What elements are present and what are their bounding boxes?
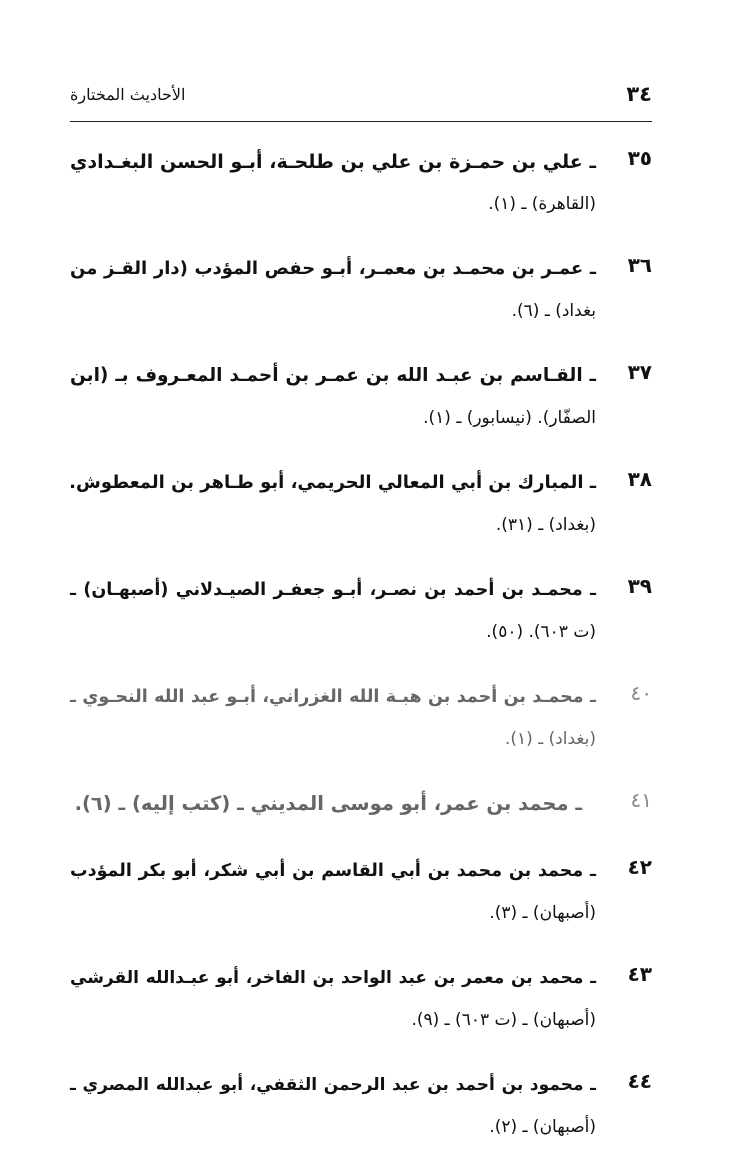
entry-number: ٣٦ xyxy=(627,253,652,277)
entry-detail: (بغداد) ـ (١). xyxy=(504,729,596,749)
list-item xyxy=(70,675,652,759)
entry-detail: (أصبهان) ـ (ت ٦٠٣) ـ (٩). xyxy=(411,1010,596,1030)
page-number: ٣٤ xyxy=(626,82,652,106)
entry-number: ٣٩ xyxy=(627,574,652,598)
page-header xyxy=(70,78,652,110)
entry-text: ـ عمـر بن محمـد بن معمـر، أبـو حفص المؤدب (دار القـز من xyxy=(70,258,596,279)
entry-detail: الصفّار). (نيسابور) ـ (١). xyxy=(423,408,596,428)
list-item xyxy=(70,956,652,1040)
entry-number: ٤٢ xyxy=(627,855,652,879)
entry-text: ـ محمد بن محمد بن أبي القاسم بن أبي شكر، أبو بكر المؤدب xyxy=(70,861,596,881)
header-divider xyxy=(70,121,652,122)
list-item xyxy=(70,140,652,224)
list-item xyxy=(70,782,652,826)
entry-number: ٤١ xyxy=(630,788,652,812)
entry-detail: (بغداد) ـ (٣١). xyxy=(495,515,596,535)
list-item xyxy=(70,568,652,652)
entry-number: ٤٠ xyxy=(630,681,652,705)
entry-detail: (أصبهان) ـ (٣). xyxy=(489,903,596,923)
entry-detail: (ت ٦٠٣). (٥٠). xyxy=(486,622,596,642)
entry-text: ـ محمود بن أحمد بن عبد الرحمن الثقفي، أبو عبدالله المصري ـ xyxy=(70,1075,596,1095)
entry-number: ٤٤ xyxy=(627,1069,652,1093)
entry-detail: (أصبهان) ـ (٢). xyxy=(489,1117,596,1137)
entry-detail: بغداد) ـ (٦). xyxy=(511,301,596,321)
entry-number: ٣٥ xyxy=(627,146,652,170)
list-item xyxy=(70,849,652,933)
list-item xyxy=(70,247,652,331)
list-item xyxy=(70,1063,652,1147)
entry-text: ـ محمـد بن أحمد بن نصـر، أبـو جعفـر الصيـدلاني (أصبهـان) ـ xyxy=(70,580,596,600)
entry-text: ـ المبارك بن أبي المعالي الحريمي، أبو طـاهر بن المعطوش. xyxy=(69,472,596,493)
running-title: الأحاديث المختارة xyxy=(70,84,186,104)
list-item xyxy=(70,461,652,545)
entry-text: ـ القـاسم بن عبـد الله بن عمـر بن أحمـد المعـروف بـ (ابن xyxy=(70,365,596,386)
entries-list xyxy=(70,140,652,1170)
entry-detail: (القاهرة) ـ (١). xyxy=(488,194,596,214)
entry-number: ٣٧ xyxy=(627,360,652,384)
entry-text: ـ محمد بن معمر بن عبد الواحد بن الفاخر، أبو عبـدالله القرشي xyxy=(70,968,596,988)
entry-number: ٣٨ xyxy=(627,467,652,491)
list-item xyxy=(70,354,652,438)
entry-text: ـ علي بن حمـزة بن علي بن طلحـة، أبـو الحسن البغـدادي xyxy=(70,151,596,173)
entry-text: ـ محمـد بن أحمد بن هبـة الله الغزراني، أبـو عبد الله النحـوي ـ xyxy=(70,687,596,707)
entry-text: ـ محمد بن عمر، أبو موسى المديني ـ (كتب إليه) ـ (٦). xyxy=(74,792,582,815)
entry-number: ٤٣ xyxy=(627,962,652,986)
